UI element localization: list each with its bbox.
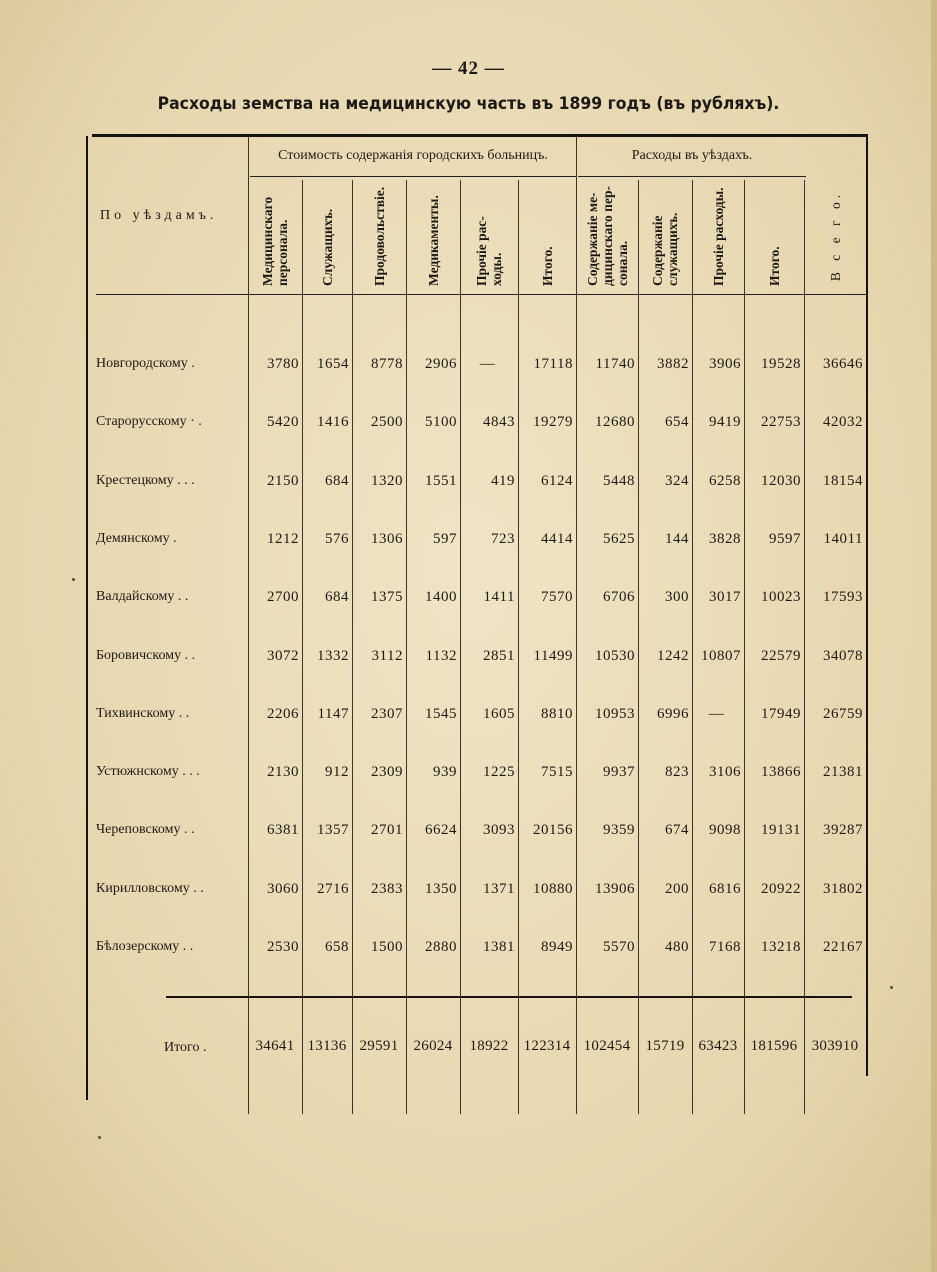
column-header-line: Содержаніе (650, 215, 665, 286)
table-cell: 8810 (541, 705, 573, 722)
table-cell: 912 (325, 764, 349, 781)
table-cell: 9597 (769, 530, 801, 547)
row-label: Крестецкому . . . (96, 472, 195, 488)
table-cell: 200 (665, 880, 689, 897)
column-header-line: сонала. (614, 240, 630, 286)
table-cell: 9359 (603, 822, 635, 839)
column-header (320, 186, 335, 286)
table-cell: 684 (325, 589, 349, 606)
table-cell: 2383 (371, 880, 403, 897)
column-header-line: ходы. (489, 252, 504, 286)
table-cell: 6706 (603, 589, 635, 606)
total-row-label: Итого . (164, 1040, 207, 1055)
column-header (828, 186, 843, 286)
table-cell: 7570 (541, 589, 573, 606)
table-cell: 1605 (483, 705, 515, 722)
table-cell: 2130 (267, 764, 299, 781)
column-header-line: Продовольствіе. (371, 186, 387, 286)
table-cell: 12680 (595, 414, 635, 431)
table-cell: 1350 (425, 880, 457, 897)
column-header (650, 186, 680, 286)
table-cell: 6816 (709, 880, 741, 897)
row-label: Кирилловскому . . (96, 880, 204, 896)
table-cell: 11740 (595, 356, 635, 372)
table-cell: 9937 (603, 764, 635, 781)
column-header-line: Медицинскаго (260, 196, 275, 286)
table-cell: 419 (491, 472, 515, 489)
table-cell: 3780 (267, 356, 299, 372)
table-cell: 22579 (761, 647, 801, 664)
table-cell: 1545 (425, 705, 457, 722)
table-cell: 17593 (823, 589, 863, 606)
table-cell: 3882 (657, 356, 689, 372)
table-cell: 22753 (761, 414, 801, 431)
table-cell: 10530 (595, 647, 635, 664)
table-cell: 12030 (761, 472, 801, 489)
table-cell: 42032 (823, 414, 863, 431)
table-cell: 20922 (761, 880, 801, 897)
table-cell: 13906 (595, 880, 635, 897)
table-cell: 3828 (709, 530, 741, 547)
column-header (767, 186, 782, 286)
table-cell: 1212 (267, 530, 299, 547)
column-rule (576, 136, 577, 1114)
total-cell: 181596 (750, 1038, 798, 1054)
row-label: Старорусскому · . (96, 414, 202, 430)
table-cell: 300 (665, 589, 689, 606)
group-header-districts: Расходы въ уѣздахъ. (631, 148, 753, 163)
table-cell: 2700 (267, 589, 299, 606)
total-cell: 102454 (583, 1038, 631, 1054)
table-cell: 7168 (709, 939, 741, 955)
row-label: Устюжнскому . . . (96, 764, 200, 780)
table-cell: 684 (325, 472, 349, 489)
table-cell: 17949 (761, 705, 801, 722)
table-cell: 13866 (761, 764, 801, 781)
column-header-line: персонала. (275, 219, 290, 286)
table-cell: 4843 (483, 414, 515, 431)
table-cell: 723 (491, 530, 515, 547)
column-header-line: Содержаніе ме- (584, 192, 600, 286)
group-header-hospitals: Стоимость содержанія городскихъ больницъ. (278, 148, 548, 163)
total-cell: 63423 (698, 1038, 738, 1054)
table-right-border (866, 136, 868, 1076)
row-label: Череповскому . . (96, 822, 195, 838)
total-cell: 122314 (523, 1038, 571, 1054)
table-cell: 324 (665, 472, 689, 489)
column-rule (248, 136, 249, 1114)
table-cell: 9419 (709, 414, 741, 431)
table-cell: 19131 (761, 822, 801, 839)
table-cell: 2530 (267, 939, 299, 955)
table-cell: 2206 (267, 705, 299, 722)
column-header (474, 186, 504, 286)
table-cell: 1416 (317, 414, 349, 431)
table-cell: 939 (433, 764, 457, 781)
table-cell: 34078 (823, 647, 863, 664)
table-cell: 3060 (267, 880, 299, 897)
table-cell: 5625 (603, 530, 635, 547)
table-cell: 6124 (541, 472, 573, 489)
group-underline-districts (578, 176, 806, 177)
table-cell: 480 (665, 939, 689, 955)
table-cell: 20156 (533, 822, 573, 839)
totals-rule (166, 996, 852, 998)
table-cell: 1147 (317, 705, 349, 722)
table-left-border (86, 136, 88, 1100)
column-header-line: Прочіе рас- (474, 216, 489, 286)
row-label: Боровичскому . . (96, 647, 196, 663)
table-cell: 2851 (483, 647, 515, 664)
table-cell: 1320 (371, 472, 403, 489)
column-header (260, 186, 290, 286)
row-label: Тихвинскому . . (96, 705, 190, 721)
table-cell: 1411 (483, 589, 515, 606)
table-cell: 1357 (317, 822, 349, 839)
table-cell: 8949 (541, 939, 573, 955)
table-cell: 2906 (425, 356, 457, 372)
header-bottom-rule (96, 294, 868, 295)
table-cell: 1381 (483, 939, 515, 955)
column-header-line: В с е г о. (827, 190, 843, 282)
table-cell: 1500 (371, 939, 403, 955)
column-header (585, 186, 630, 286)
table-cell: 3093 (483, 822, 515, 839)
table-cell: 4414 (541, 530, 573, 547)
table-cell: 6624 (425, 822, 457, 839)
table-cell: 10953 (595, 705, 635, 722)
table-cell: 823 (665, 764, 689, 781)
table-cell: 6381 (267, 822, 299, 839)
table-cell: 1400 (425, 589, 457, 606)
table-cell: 8778 (371, 356, 403, 372)
paper-speck (890, 986, 893, 989)
table-cell: 10880 (533, 880, 573, 897)
table-cell: 39287 (823, 822, 863, 839)
table-cell: 144 (665, 530, 689, 547)
table-cell: 2309 (371, 764, 403, 781)
table-cell: 9098 (709, 822, 741, 839)
column-header-line: дицинскаго пер- (599, 186, 615, 286)
column-header (711, 186, 726, 286)
paper-speck (98, 1136, 101, 1139)
table-cell: 13218 (761, 939, 801, 955)
table-cell: 2880 (425, 939, 457, 955)
column-header (426, 186, 441, 286)
total-cell: 18922 (469, 1038, 509, 1054)
table-cell: 674 (665, 822, 689, 839)
table-cell: 1371 (483, 880, 515, 897)
table-cell: 2716 (317, 880, 349, 897)
total-cell: 29591 (359, 1038, 399, 1054)
column-header-line: Служащихъ. (319, 208, 335, 286)
table-cell: 21381 (823, 764, 863, 781)
table-cell: 2150 (267, 472, 299, 489)
table-cell: 1375 (371, 589, 403, 606)
table-cell: — (708, 705, 725, 722)
table-cell: 10023 (761, 589, 801, 606)
table-cell: 3017 (709, 589, 741, 606)
table-cell: 1132 (425, 647, 457, 664)
table-cell: 3106 (709, 764, 741, 781)
page-number: — 42 — (432, 58, 505, 79)
table-cell: 1306 (371, 530, 403, 547)
table-cell: 19279 (533, 414, 573, 431)
row-header-label: По уѣздамъ. (100, 208, 218, 223)
table-cell: 5570 (603, 939, 635, 955)
table-cell: 2701 (371, 822, 403, 839)
row-label: Валдайскому . . (96, 589, 189, 605)
table-cell: 18154 (823, 472, 863, 489)
table-cell: 3072 (267, 647, 299, 664)
table-cell: 22167 (823, 939, 863, 955)
table-cell: 658 (325, 939, 349, 955)
total-cell: 26024 (413, 1038, 453, 1054)
column-header-line: Итого. (539, 246, 555, 286)
row-label: Бѣлозерскому . . (96, 939, 194, 954)
table-cell: 6996 (657, 705, 689, 722)
row-label: Демянскому . (96, 530, 177, 546)
table-cell: 1242 (657, 647, 689, 664)
total-cell: 34641 (255, 1038, 295, 1054)
table-top-rule (92, 134, 868, 137)
table-cell: 7515 (541, 764, 573, 781)
column-header (540, 186, 555, 286)
table-cell: 2500 (371, 414, 403, 431)
table-cell: 10807 (701, 647, 741, 664)
table-cell: 1225 (483, 764, 515, 781)
table-cell: 17118 (533, 356, 573, 372)
page-title: Расходы земства на медицинскую часть въ 1899 годъ (въ рубляхъ). (157, 94, 780, 114)
table-cell: 654 (665, 414, 689, 431)
table-cell: 1551 (425, 472, 457, 489)
table-cell: 11499 (533, 647, 573, 664)
table-cell: 576 (325, 530, 349, 547)
table-cell: 36646 (823, 356, 863, 372)
column-header-line: Итого. (766, 246, 782, 286)
table-cell: 5420 (267, 414, 299, 431)
column-header-line: Медикаменты. (425, 195, 441, 286)
column-header (372, 186, 387, 286)
group-underline-hospitals (250, 176, 576, 177)
table-cell: 5100 (425, 414, 457, 431)
table-cell: — (479, 356, 496, 372)
table-cell: 2307 (371, 705, 403, 722)
total-cell: 15719 (645, 1038, 685, 1054)
total-cell: 303910 (811, 1038, 859, 1054)
table-cell: 19528 (761, 356, 801, 372)
table-cell: 3112 (371, 647, 403, 664)
paper-speck (72, 578, 75, 581)
table-cell: 5448 (603, 472, 635, 489)
row-label: Новгородскому . (96, 356, 195, 371)
table-cell: 597 (433, 530, 457, 547)
table-cell: 3906 (709, 356, 741, 372)
table-cell: 26759 (823, 705, 863, 722)
table-cell: 1332 (317, 647, 349, 664)
column-header-line: Прочіе расходы. (710, 187, 726, 286)
table-cell: 31802 (823, 880, 863, 897)
table-cell: 6258 (709, 472, 741, 489)
column-header-line: служащихъ. (665, 212, 680, 286)
total-cell: 13136 (307, 1038, 347, 1054)
table-cell: 14011 (823, 530, 863, 547)
table-cell: 1654 (317, 356, 349, 372)
